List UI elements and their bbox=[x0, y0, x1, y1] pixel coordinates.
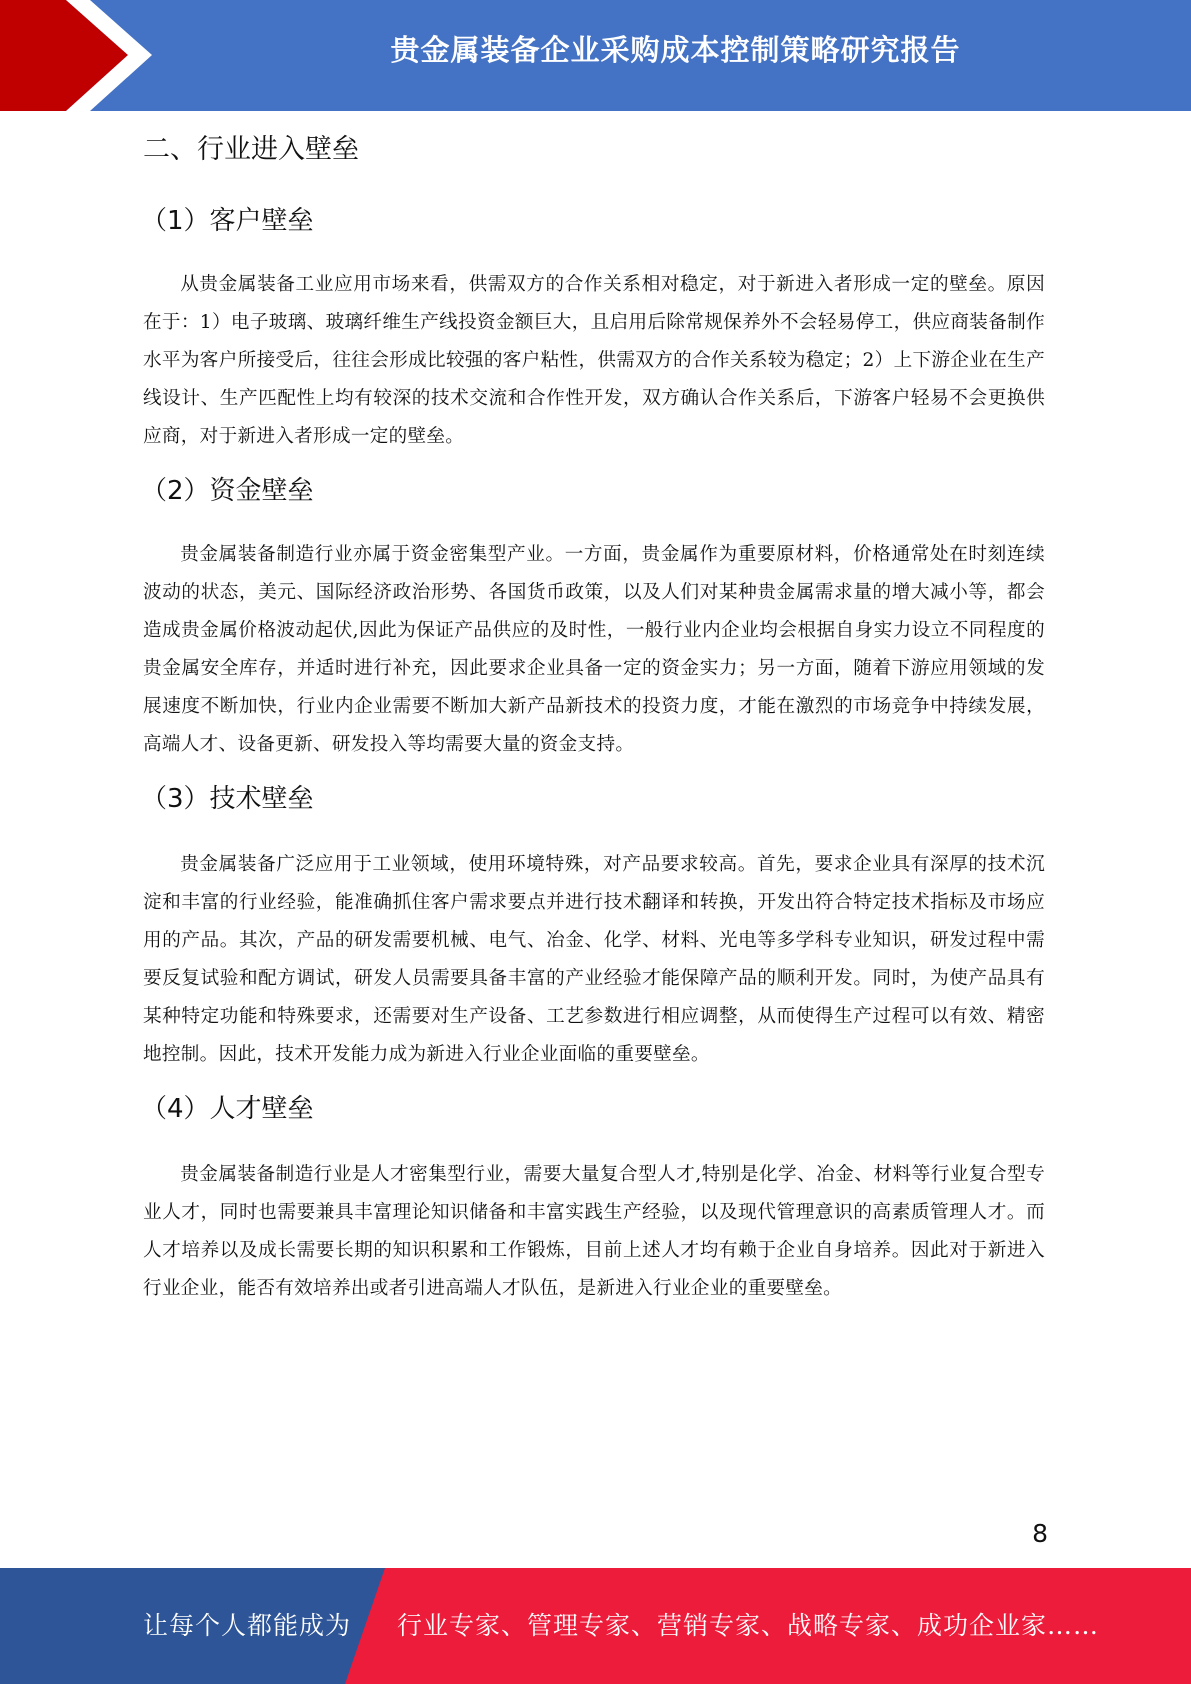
paragraph: 贵金属装备制造行业亦属于资金密集型产业。一方面，贵金属作为重要原材料，价格通常处在时刻连续波动的状态，美元、国际经济政治形势、各国货币政策，以及人们对某种贵金属需求量的增大减小等，都会造成贵金属价格波动起伏,因此为保证产品供应的及时性，一般行业内企业均会根据自身实力设立不同程度的贵金属安全库存，并适时进行补充，因此要求企业具备一定的资金实力；另一方面，随着下游应用领域的发展速度不断加快，行业内企业需要不断加大新产品新技术的投资力度，才能在激烈的市场竞争中持续发展，高端人才、设备更新、研发投入等均需要大量的资金支持。 bbox=[143, 544, 1045, 755]
subsection-title: （2）资金壁垒 bbox=[141, 476, 314, 506]
subsection-customer-barrier bbox=[143, 196, 1045, 456]
paragraph: 贵金属装备制造行业是人才密集型行业，需要大量复合型人才,特别是化学、冶金、材料等行业复合型专业人才，同时也需要兼具丰富理论知识储备和丰富实践生产经验，以及现代管理意识的高素质管理人才。而人才培养以及成长需要长期的知识积累和工作锻炼，目前上述人才均有赖于企业自身培养。因此对于新进入行业企业，能否有效培养出或者引进高端人才队伍，是新进入行业企业的重要壁垒。 bbox=[143, 1164, 1045, 1299]
subsection-title: （4）人才壁垒 bbox=[141, 1094, 314, 1124]
section-title: 二、行业进入壁垒 bbox=[143, 134, 359, 165]
page-footer bbox=[0, 1568, 1191, 1684]
paragraph: 从贵金属装备工业应用市场来看，供需双方的合作关系相对稳定，对于新进入者形成一定的壁垒。原因在于：1）电子玻璃、玻璃纤维生产线投资金额巨大，且启用后除常规保养外不会轻易停工，供应商装备制作水平为客户所接受后，往往会形成比较强的客户粘性，供需双方的合作关系较为稳定；2）上下游企业在生产线设计、生产匹配性上均有较深的技术交流和合作性开发，双方确认合作关系后，下游客户轻易不会更换供应商，对于新进入者形成一定的壁垒。 bbox=[143, 274, 1045, 447]
paragraph: 贵金属装备广泛应用于工业领域，使用环境特殊，对产品要求较高。首先，要求企业具有深厚的技术沉淀和丰富的行业经验，能准确抓住客户需求要点并进行技术翻译和转换，开发出符合特定技术指标及市场应用的产品。其次，产品的研发需要机械、电气、冶金、化学、材料、光电等多学科专业知识，研发过程中需要反复试验和配方调试，研发人员需要具备丰富的产业经验才能保障产品的顺利开发。同时，为使产品具有某种特定功能和特殊要求，还需要对生产设备、工艺参数进行相应调整，从而使得生产过程可以有效、精密地控制。因此，技术开发能力成为新进入行业企业面临的重要壁垒。 bbox=[143, 854, 1045, 1065]
report-title: 贵金属装备企业采购成本控制策略研究报告 bbox=[390, 33, 961, 67]
document-body bbox=[143, 124, 1045, 1308]
page-header bbox=[0, 0, 1191, 111]
header-chevron-decoration bbox=[0, 0, 160, 111]
subsection-title: （1）客户壁垒 bbox=[141, 206, 314, 236]
subsection-capital-barrier bbox=[143, 466, 1045, 764]
page-number: 8 bbox=[1032, 1519, 1048, 1548]
footer-slogan-left: 让每个人都能成为 bbox=[143, 1611, 352, 1640]
subsection-technology-barrier bbox=[143, 774, 1045, 1074]
subsection-title: （3）技术壁垒 bbox=[141, 784, 314, 814]
footer-slogan-right: 行业专家、管理专家、营销专家、战略专家、成功企业家…… bbox=[397, 1611, 1100, 1640]
subsection-talent-barrier bbox=[143, 1084, 1045, 1308]
